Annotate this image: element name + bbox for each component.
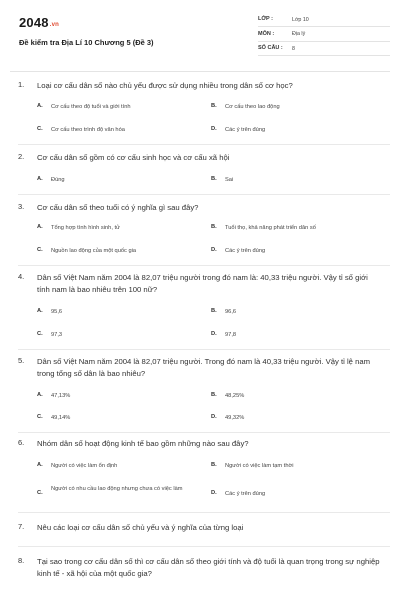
question-text: Nhóm dân số hoạt động kinh tế bao gồm những nào sau đây? bbox=[37, 439, 249, 448]
option-text: 49,32% bbox=[225, 415, 245, 421]
option-text: Cơ cấu theo lao động bbox=[225, 104, 280, 110]
option-letter: C. bbox=[37, 247, 43, 253]
question-text: Dân số Việt Nam năm 2004 là 82,07 triệu người. Trong đó nam là 40,33 triệu người. Vậy tỉ lệ nam trong tổng số dân là bao nhiêu? bbox=[37, 357, 371, 378]
option-letter: A. bbox=[37, 462, 43, 468]
option-text: 97,8 bbox=[225, 332, 237, 338]
option-text: 96,6 bbox=[225, 309, 237, 315]
question-divider bbox=[18, 194, 390, 195]
option-text: Sai bbox=[225, 177, 234, 183]
option-letter: B. bbox=[211, 224, 217, 230]
option-text: Đúng bbox=[51, 177, 65, 183]
question-number: 3. bbox=[18, 202, 25, 211]
option-letter: D. bbox=[211, 247, 217, 253]
option-letter: C. bbox=[37, 490, 43, 496]
question-number: 4. bbox=[18, 272, 25, 281]
option-letter: B. bbox=[211, 392, 217, 398]
meta-subject-value: Địa lý bbox=[292, 31, 306, 37]
meta-count-label: SỐ CÂU : bbox=[258, 45, 283, 51]
option-letter: A. bbox=[37, 392, 43, 398]
option-text: Tuổi thọ, khả năng phát triển dân số bbox=[225, 225, 316, 231]
meta-subject-label: MÔN : bbox=[258, 30, 275, 37]
question-divider bbox=[18, 349, 390, 350]
option-text: Các ý trên đúng bbox=[225, 491, 266, 497]
header-divider bbox=[10, 71, 390, 72]
option-text: 49,14% bbox=[51, 415, 71, 421]
option-letter: D. bbox=[211, 331, 217, 337]
question-number: 7. bbox=[18, 522, 25, 531]
question-5 bbox=[18, 356, 386, 436]
question-3 bbox=[18, 202, 386, 270]
option-text: 48,25% bbox=[225, 393, 245, 399]
question-8 bbox=[18, 556, 386, 592]
meta-count-value: 8 bbox=[292, 45, 295, 52]
option-text: Nguồn lao động của một quốc gia bbox=[51, 248, 137, 254]
question-divider bbox=[18, 144, 390, 145]
option-letter: D. bbox=[211, 490, 217, 496]
option-letter: A. bbox=[37, 224, 43, 230]
question-divider bbox=[18, 265, 390, 266]
option-text: Cơ cấu theo trình độ văn hóa bbox=[51, 127, 125, 133]
option-text: Các ý trên đúng bbox=[225, 248, 266, 254]
option-letter: C. bbox=[37, 414, 43, 420]
question-text: Cơ cấu dân số gồm có cơ cấu sinh học và cơ cấu xã hội bbox=[37, 153, 230, 162]
question-number: 2. bbox=[18, 152, 25, 161]
option-text: Các ý trên đúng bbox=[225, 127, 266, 133]
question-divider bbox=[18, 546, 390, 547]
option-letter: B. bbox=[211, 308, 217, 314]
option-text: Người có việc làm ổn định bbox=[51, 463, 118, 469]
exam-title: Đề kiểm tra Địa Lí 10 Chương 5 (Đề 3) bbox=[19, 38, 154, 47]
question-4 bbox=[18, 272, 386, 358]
question-text: Cơ cấu dân số theo tuổi có ý nghĩa gì sau đây? bbox=[37, 203, 199, 212]
option-letter: C. bbox=[37, 126, 43, 132]
question-7 bbox=[18, 522, 386, 548]
option-letter: D. bbox=[211, 126, 217, 132]
option-letter: B. bbox=[211, 462, 217, 468]
question-number: 8. bbox=[18, 556, 25, 565]
meta-class-label: LỚP : bbox=[258, 16, 273, 22]
meta-row-class bbox=[258, 14, 390, 27]
question-number: 6. bbox=[18, 438, 25, 447]
option-letter: D. bbox=[211, 414, 217, 420]
option-text: Người có nhu cầu lao động nhưng chưa có việc làm bbox=[51, 486, 183, 492]
brand-name: 2048 bbox=[19, 15, 49, 30]
question-text: Dân số Việt Nam năm 2004 là 82,07 triệu người trong đó nam là: 40,33 triệu người. Vậy tỉ số giới tính nam là bao nhiêu trên 100 nữ? bbox=[37, 273, 368, 294]
question-text: Loại cơ cấu dân số nào chủ yếu được sử dụng nhiều trong dân số cơ học? bbox=[37, 81, 293, 90]
meta-row-subject bbox=[258, 29, 390, 42]
exam-meta bbox=[258, 14, 390, 58]
option-text: 95,6 bbox=[51, 309, 63, 315]
option-letter: A. bbox=[37, 103, 43, 109]
question-6 bbox=[18, 438, 386, 520]
meta-row-count bbox=[258, 43, 390, 56]
option-letter: B. bbox=[211, 176, 217, 182]
option-text: Người có việc làm tạm thời bbox=[225, 463, 294, 469]
exam-header bbox=[10, 12, 390, 67]
option-letter: B. bbox=[211, 103, 217, 109]
option-letter: A. bbox=[37, 308, 43, 314]
option-letter: C. bbox=[37, 331, 43, 337]
brand-logo[interactable] bbox=[19, 15, 59, 30]
question-text: Nêu các loại cơ cấu dân số chủ yếu và ý nghĩa của từng loại bbox=[37, 523, 244, 532]
question-text: Tại sao trong cơ cấu dân số thì cơ cấu dân số theo giới tính và độ tuổi là quan trọng trong sự nghiệp kinh tế - xã hội của một quốc gia? bbox=[37, 557, 380, 578]
brand-suffix: .vn bbox=[49, 22, 60, 28]
question-divider bbox=[18, 512, 390, 513]
option-text: 97,3 bbox=[51, 332, 63, 338]
question-1 bbox=[18, 80, 386, 152]
question-number: 5. bbox=[18, 356, 25, 365]
meta-class-value: Lớp 10 bbox=[292, 16, 309, 23]
question-number: 1. bbox=[18, 80, 25, 89]
option-text: Cơ cấu theo độ tuổi và giới tính bbox=[51, 104, 131, 110]
question-2 bbox=[18, 152, 386, 198]
option-letter: A. bbox=[37, 176, 43, 182]
option-text: 47,13% bbox=[51, 393, 71, 399]
option-text: Tổng hợp tình hình sinh, tử bbox=[51, 225, 120, 231]
question-divider bbox=[18, 432, 390, 433]
